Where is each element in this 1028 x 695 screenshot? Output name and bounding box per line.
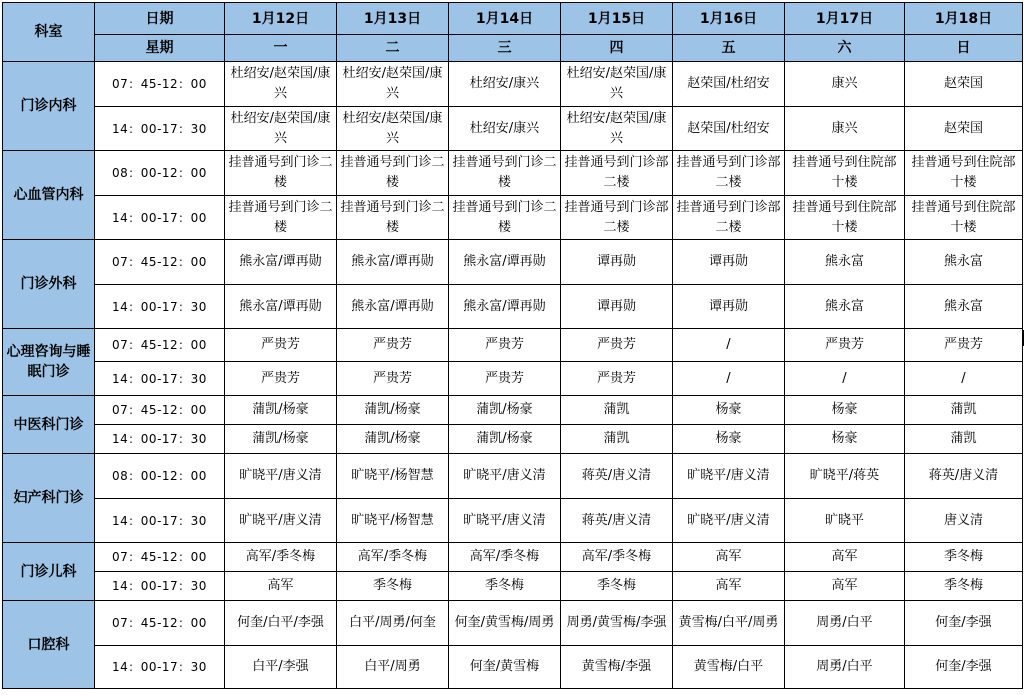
dept-name-cell: 门诊外科 <box>3 240 95 329</box>
date-cell: 1月12日 <box>225 3 337 35</box>
time-slot-cell: 07：45-12：00 <box>95 396 225 425</box>
table-row <box>3 499 1023 543</box>
doctor-cell: 高军 <box>225 572 337 601</box>
doctor-cell: 杜绍安/康兴 <box>449 107 561 151</box>
time-slot-cell: 07：45-12：00 <box>95 543 225 572</box>
doctor-cell: 挂普通号到门诊二楼 <box>449 151 561 196</box>
time-slot-cell: 14：00-17：30 <box>95 572 225 601</box>
dept-header: 科室 <box>3 3 95 62</box>
table-row <box>3 196 1023 240</box>
doctor-cell: 严贵芳 <box>561 329 673 362</box>
doctor-cell: 杨豪 <box>785 396 905 425</box>
time-slot-cell: 07：45-12：00 <box>95 601 225 646</box>
doctor-cell: 挂普通号到门诊二楼 <box>337 196 449 240</box>
doctor-cell: 挂普通号到住院部十楼 <box>905 151 1023 196</box>
doctor-cell: 熊永富/谭再勋 <box>337 240 449 285</box>
weekday-cell: 三 <box>449 35 561 62</box>
table-row <box>3 601 1023 646</box>
date-cell: 1月18日 <box>905 3 1023 35</box>
doctor-cell: 严贵芳 <box>449 362 561 396</box>
doctor-cell: 杜绍安/赵荣国/康兴 <box>561 62 673 107</box>
doctor-cell: 挂普通号到门诊二楼 <box>225 151 337 196</box>
weekday-cell: 日 <box>905 35 1023 62</box>
doctor-cell: 挂普通号到门诊二楼 <box>337 151 449 196</box>
table-row <box>3 646 1023 689</box>
time-slot-cell: 08：00-12：00 <box>95 151 225 196</box>
time-slot-cell: 14：00-17：00 <box>95 196 225 240</box>
doctor-cell: 熊永富/谭再勋 <box>449 240 561 285</box>
doctor-cell: 蒋英/唐义清 <box>561 454 673 499</box>
doctor-cell: 严贵芳 <box>561 362 673 396</box>
doctor-cell: 旷晓平/唐义清 <box>449 499 561 543</box>
doctor-cell: 蒲凯/杨豪 <box>225 396 337 425</box>
doctor-cell: 杨豪 <box>673 396 785 425</box>
doctor-cell: 严贵芳 <box>337 362 449 396</box>
dept-name-cell: 中医科门诊 <box>3 396 95 454</box>
table-row <box>3 572 1023 601</box>
doctor-cell: 高军 <box>785 543 905 572</box>
doctor-cell: 杜绍安/赵荣国/康兴 <box>337 107 449 151</box>
doctor-cell: 熊永富/谭再勋 <box>337 285 449 329</box>
doctor-cell: 杜绍安/赵荣国/康兴 <box>225 62 337 107</box>
table-row <box>3 240 1023 285</box>
table-row <box>3 329 1023 362</box>
doctor-cell: 严贵芳 <box>449 329 561 362</box>
edge-mark <box>1022 330 1024 346</box>
time-slot-cell: 14：00-17：30 <box>95 425 225 454</box>
doctor-cell: 何奎/白平/李强 <box>225 601 337 646</box>
doctor-cell: 周勇/黄雪梅/李强 <box>561 601 673 646</box>
doctor-cell: 蒲凯 <box>561 396 673 425</box>
table-row <box>3 396 1023 425</box>
time-slot-cell: 07：45-12：00 <box>95 62 225 107</box>
weekday-cell: 一 <box>225 35 337 62</box>
doctor-cell: 挂普通号到门诊部二楼 <box>673 151 785 196</box>
doctor-cell: 谭再勋 <box>561 240 673 285</box>
doctor-cell: 黄雪梅/白平/周勇 <box>673 601 785 646</box>
doctor-cell: 蒲凯 <box>905 425 1023 454</box>
doctor-cell: 康兴 <box>785 62 905 107</box>
doctor-cell: 旷晓平/唐义清 <box>673 499 785 543</box>
doctor-cell: 严贵芳 <box>905 329 1023 362</box>
weekday-header: 星期 <box>95 35 225 62</box>
doctor-cell: / <box>905 362 1023 396</box>
doctor-cell: 熊永富/谭再勋 <box>449 285 561 329</box>
date-cell: 1月16日 <box>673 3 785 35</box>
doctor-cell: 何奎/黄雪梅/周勇 <box>449 601 561 646</box>
table-row <box>3 62 1023 107</box>
table-row <box>3 454 1023 499</box>
doctor-cell: 季冬梅 <box>337 572 449 601</box>
doctor-cell: 挂普通号到门诊二楼 <box>225 196 337 240</box>
doctor-cell: 赵荣国/杜绍安 <box>673 107 785 151</box>
dept-name-cell: 门诊儿科 <box>3 543 95 601</box>
date-cell: 1月17日 <box>785 3 905 35</box>
table-row <box>3 543 1023 572</box>
date-cell: 1月14日 <box>449 3 561 35</box>
weekday-cell: 五 <box>673 35 785 62</box>
doctor-cell: 季冬梅 <box>905 572 1023 601</box>
table-row <box>3 425 1023 454</box>
doctor-cell: 高军 <box>673 572 785 601</box>
doctor-cell: 旷晓平/蒋英 <box>785 454 905 499</box>
doctor-cell: 周勇/白平 <box>785 601 905 646</box>
doctor-cell: 高军/季冬梅 <box>561 543 673 572</box>
doctor-cell: 赵荣国/杜绍安 <box>673 62 785 107</box>
table-row <box>3 151 1023 196</box>
doctor-cell: 白平/周勇 <box>337 646 449 689</box>
doctor-cell: 黄雪梅/白平 <box>673 646 785 689</box>
doctor-cell: 熊永富 <box>905 285 1023 329</box>
dept-name-cell: 口腔科 <box>3 601 95 689</box>
doctor-cell: 赵荣国 <box>905 107 1023 151</box>
doctor-cell: 挂普通号到门诊部二楼 <box>561 196 673 240</box>
doctor-cell: 周勇/白平 <box>785 646 905 689</box>
doctor-cell: 旷晓平/唐义清 <box>225 499 337 543</box>
doctor-cell: 杜绍安/赵荣国/康兴 <box>337 62 449 107</box>
dept-name-cell: 门诊内科 <box>3 62 95 151</box>
doctor-cell: 严贵芳 <box>785 329 905 362</box>
doctor-cell: / <box>673 362 785 396</box>
weekday-cell: 二 <box>337 35 449 62</box>
doctor-cell: 季冬梅 <box>561 572 673 601</box>
table-row <box>3 285 1023 329</box>
doctor-cell: 杨豪 <box>785 425 905 454</box>
doctor-cell: 蒲凯/杨豪 <box>225 425 337 454</box>
doctor-cell: 高军/季冬梅 <box>337 543 449 572</box>
date-cell: 1月13日 <box>337 3 449 35</box>
doctor-cell: 高军/季冬梅 <box>449 543 561 572</box>
doctor-cell: 严贵芳 <box>225 329 337 362</box>
dept-name-cell: 心血管内科 <box>3 151 95 240</box>
doctor-cell: 严贵芳 <box>225 362 337 396</box>
dept-name-cell: 心理咨询与睡眠门诊 <box>3 329 95 396</box>
doctor-cell: 蒋英/唐义清 <box>561 499 673 543</box>
doctor-cell: 赵荣国 <box>905 62 1023 107</box>
doctor-cell: / <box>673 329 785 362</box>
doctor-cell: 蒲凯/杨豪 <box>449 396 561 425</box>
doctor-cell: 熊永富 <box>785 285 905 329</box>
time-slot-cell: 14：00-17：30 <box>95 499 225 543</box>
doctor-cell: 蒋英/唐义清 <box>905 454 1023 499</box>
doctor-cell: 康兴 <box>785 107 905 151</box>
date-cell: 1月15日 <box>561 3 673 35</box>
doctor-cell: 熊永富/谭再勋 <box>225 240 337 285</box>
doctor-cell: 旷晓平/唐义清 <box>225 454 337 499</box>
doctor-cell: 谭再勋 <box>673 240 785 285</box>
doctor-cell: / <box>785 362 905 396</box>
doctor-cell: 高军/季冬梅 <box>225 543 337 572</box>
weekday-cell: 四 <box>561 35 673 62</box>
table-row <box>3 362 1023 396</box>
doctor-cell: 旷晓平 <box>785 499 905 543</box>
doctor-cell: 蒲凯/杨豪 <box>337 396 449 425</box>
doctor-cell: 高军 <box>673 543 785 572</box>
doctor-cell: 蒲凯 <box>561 425 673 454</box>
doctor-cell: 季冬梅 <box>905 543 1023 572</box>
doctor-cell: 旷晓平/唐义清 <box>449 454 561 499</box>
table-row <box>3 107 1023 151</box>
schedule-body <box>3 62 1023 689</box>
weekday-cell: 六 <box>785 35 905 62</box>
doctor-cell: 何奎/李强 <box>905 646 1023 689</box>
time-slot-cell: 14：00-17：30 <box>95 362 225 396</box>
doctor-cell: 谭再勋 <box>561 285 673 329</box>
doctor-cell: 旷晓平/杨智慧 <box>337 499 449 543</box>
doctor-cell: 杜绍安/赵荣国/康兴 <box>561 107 673 151</box>
doctor-cell: 蒲凯 <box>905 396 1023 425</box>
date-header: 日期 <box>95 3 225 35</box>
time-slot-cell: 14：00-17：30 <box>95 107 225 151</box>
doctor-cell: 高军 <box>785 572 905 601</box>
time-slot-cell: 14：00-17：30 <box>95 646 225 689</box>
doctor-cell: 旷晓平/唐义清 <box>673 454 785 499</box>
doctor-cell: 熊永富 <box>785 240 905 285</box>
doctor-cell: 熊永富 <box>905 240 1023 285</box>
doctor-cell: 季冬梅 <box>449 572 561 601</box>
doctor-cell: 严贵芳 <box>337 329 449 362</box>
doctor-cell: 何奎/李强 <box>905 601 1023 646</box>
doctor-cell: 蒲凯/杨豪 <box>337 425 449 454</box>
doctor-cell: 熊永富/谭再勋 <box>225 285 337 329</box>
time-slot-cell: 07：45-12：00 <box>95 240 225 285</box>
doctor-cell: 何奎/黄雪梅 <box>449 646 561 689</box>
schedule-table <box>2 2 1023 689</box>
doctor-cell: 挂普通号到住院部十楼 <box>785 196 905 240</box>
doctor-cell: 白平/周勇/何奎 <box>337 601 449 646</box>
doctor-cell: 白平/李强 <box>225 646 337 689</box>
doctor-cell: 谭再勋 <box>673 285 785 329</box>
doctor-cell: 黄雪梅/李强 <box>561 646 673 689</box>
doctor-cell: 挂普通号到住院部十楼 <box>785 151 905 196</box>
doctor-cell: 挂普通号到住院部十楼 <box>905 196 1023 240</box>
doctor-cell: 杨豪 <box>673 425 785 454</box>
time-slot-cell: 14：00-17：30 <box>95 285 225 329</box>
doctor-cell: 挂普通号到门诊部二楼 <box>673 196 785 240</box>
doctor-cell: 杜绍安/赵荣国/康兴 <box>225 107 337 151</box>
doctor-cell: 杜绍安/康兴 <box>449 62 561 107</box>
doctor-cell: 旷晓平/杨智慧 <box>337 454 449 499</box>
doctor-cell: 挂普通号到门诊部二楼 <box>561 151 673 196</box>
dept-name-cell: 妇产科门诊 <box>3 454 95 543</box>
doctor-cell: 蒲凯/杨豪 <box>449 425 561 454</box>
time-slot-cell: 08：00-12：00 <box>95 454 225 499</box>
time-slot-cell: 07：45-12：00 <box>95 329 225 362</box>
doctor-cell: 挂普通号到门诊二楼 <box>449 196 561 240</box>
doctor-cell: 唐义清 <box>905 499 1023 543</box>
